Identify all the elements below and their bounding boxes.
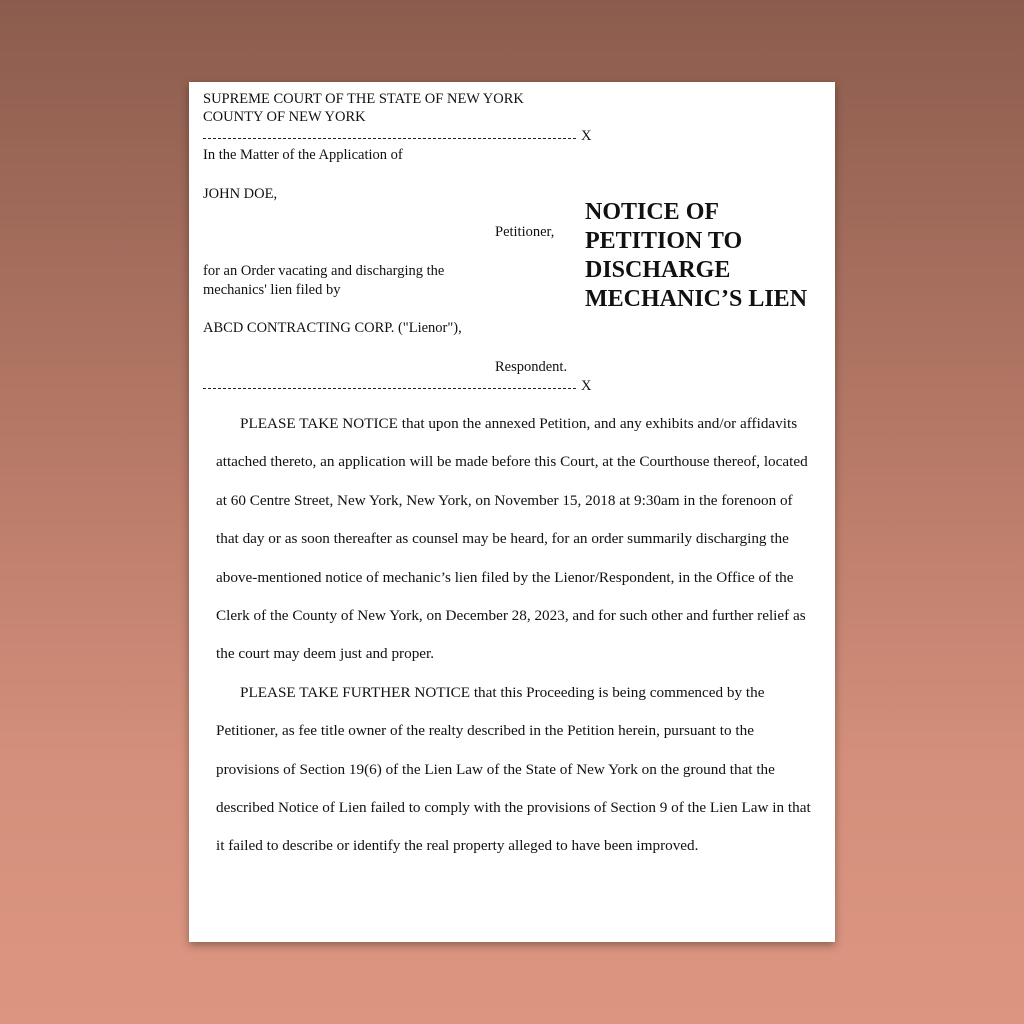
matter-line: In the Matter of the Application of bbox=[203, 147, 403, 163]
title-line-3: DISCHARGE bbox=[585, 257, 731, 283]
paragraph-notice: PLEASE TAKE NOTICE that upon the annexed Petition, and any exhibits and/or affidavits attached thereto, an application will be made before this Court, at the Courthouse thereof, located at 60 Centre Street, New York, New York, on November 15, 2018 at 9:30am in the forenoon of that day or as soon thereafter as counsel may be heard, for an order summarily discharging the above-mentioned notice of mechanic’s lien filed by the Lienor/Respondent, in the Office of the Clerk of the County of New York, on December 28, 2023, and for such other and further relief as the court may deem just and proper. bbox=[216, 415, 808, 663]
caption-divider-bottom bbox=[203, 378, 578, 395]
notice-body bbox=[216, 405, 816, 866]
document-page bbox=[189, 82, 835, 942]
order-line-1: for an Order vacating and discharging the bbox=[203, 263, 445, 279]
respondent-role: Respondent. bbox=[495, 359, 568, 375]
divider-mark-bottom: X bbox=[581, 378, 592, 394]
paragraph-further-notice: PLEASE TAKE FURTHER NOTICE that this Proceeding is being commenced by the Petitioner, as fee title owner of the realty described in the Petition herein, pursuant to the provisions of Section 19(6) of the Lien Law of the State of New York on the ground that the described Notice of Lien failed to comply with the provisions of Section 9 of the Lien Law in that it failed to describe or identify the real property alleged to have been improved. bbox=[216, 683, 811, 855]
document-title bbox=[585, 198, 825, 314]
order-line-2: mechanics' lien filed by bbox=[203, 282, 341, 298]
court-name: SUPREME COURT OF THE STATE OF NEW YORK bbox=[203, 91, 524, 107]
title-line-2: PETITION TO bbox=[585, 228, 743, 254]
divider-mark-top: X bbox=[581, 128, 592, 144]
title-line-4: MECHANIC’S LIEN bbox=[585, 286, 808, 312]
respondent-name: ABCD CONTRACTING CORP. ("Lienor"), bbox=[203, 320, 462, 336]
petitioner-name: JOHN DOE, bbox=[203, 186, 278, 202]
petitioner-role: Petitioner, bbox=[495, 224, 555, 240]
title-line-1: NOTICE OF bbox=[585, 199, 720, 225]
caption-divider-top bbox=[203, 128, 578, 145]
county-name: COUNTY OF NEW YORK bbox=[203, 109, 366, 125]
